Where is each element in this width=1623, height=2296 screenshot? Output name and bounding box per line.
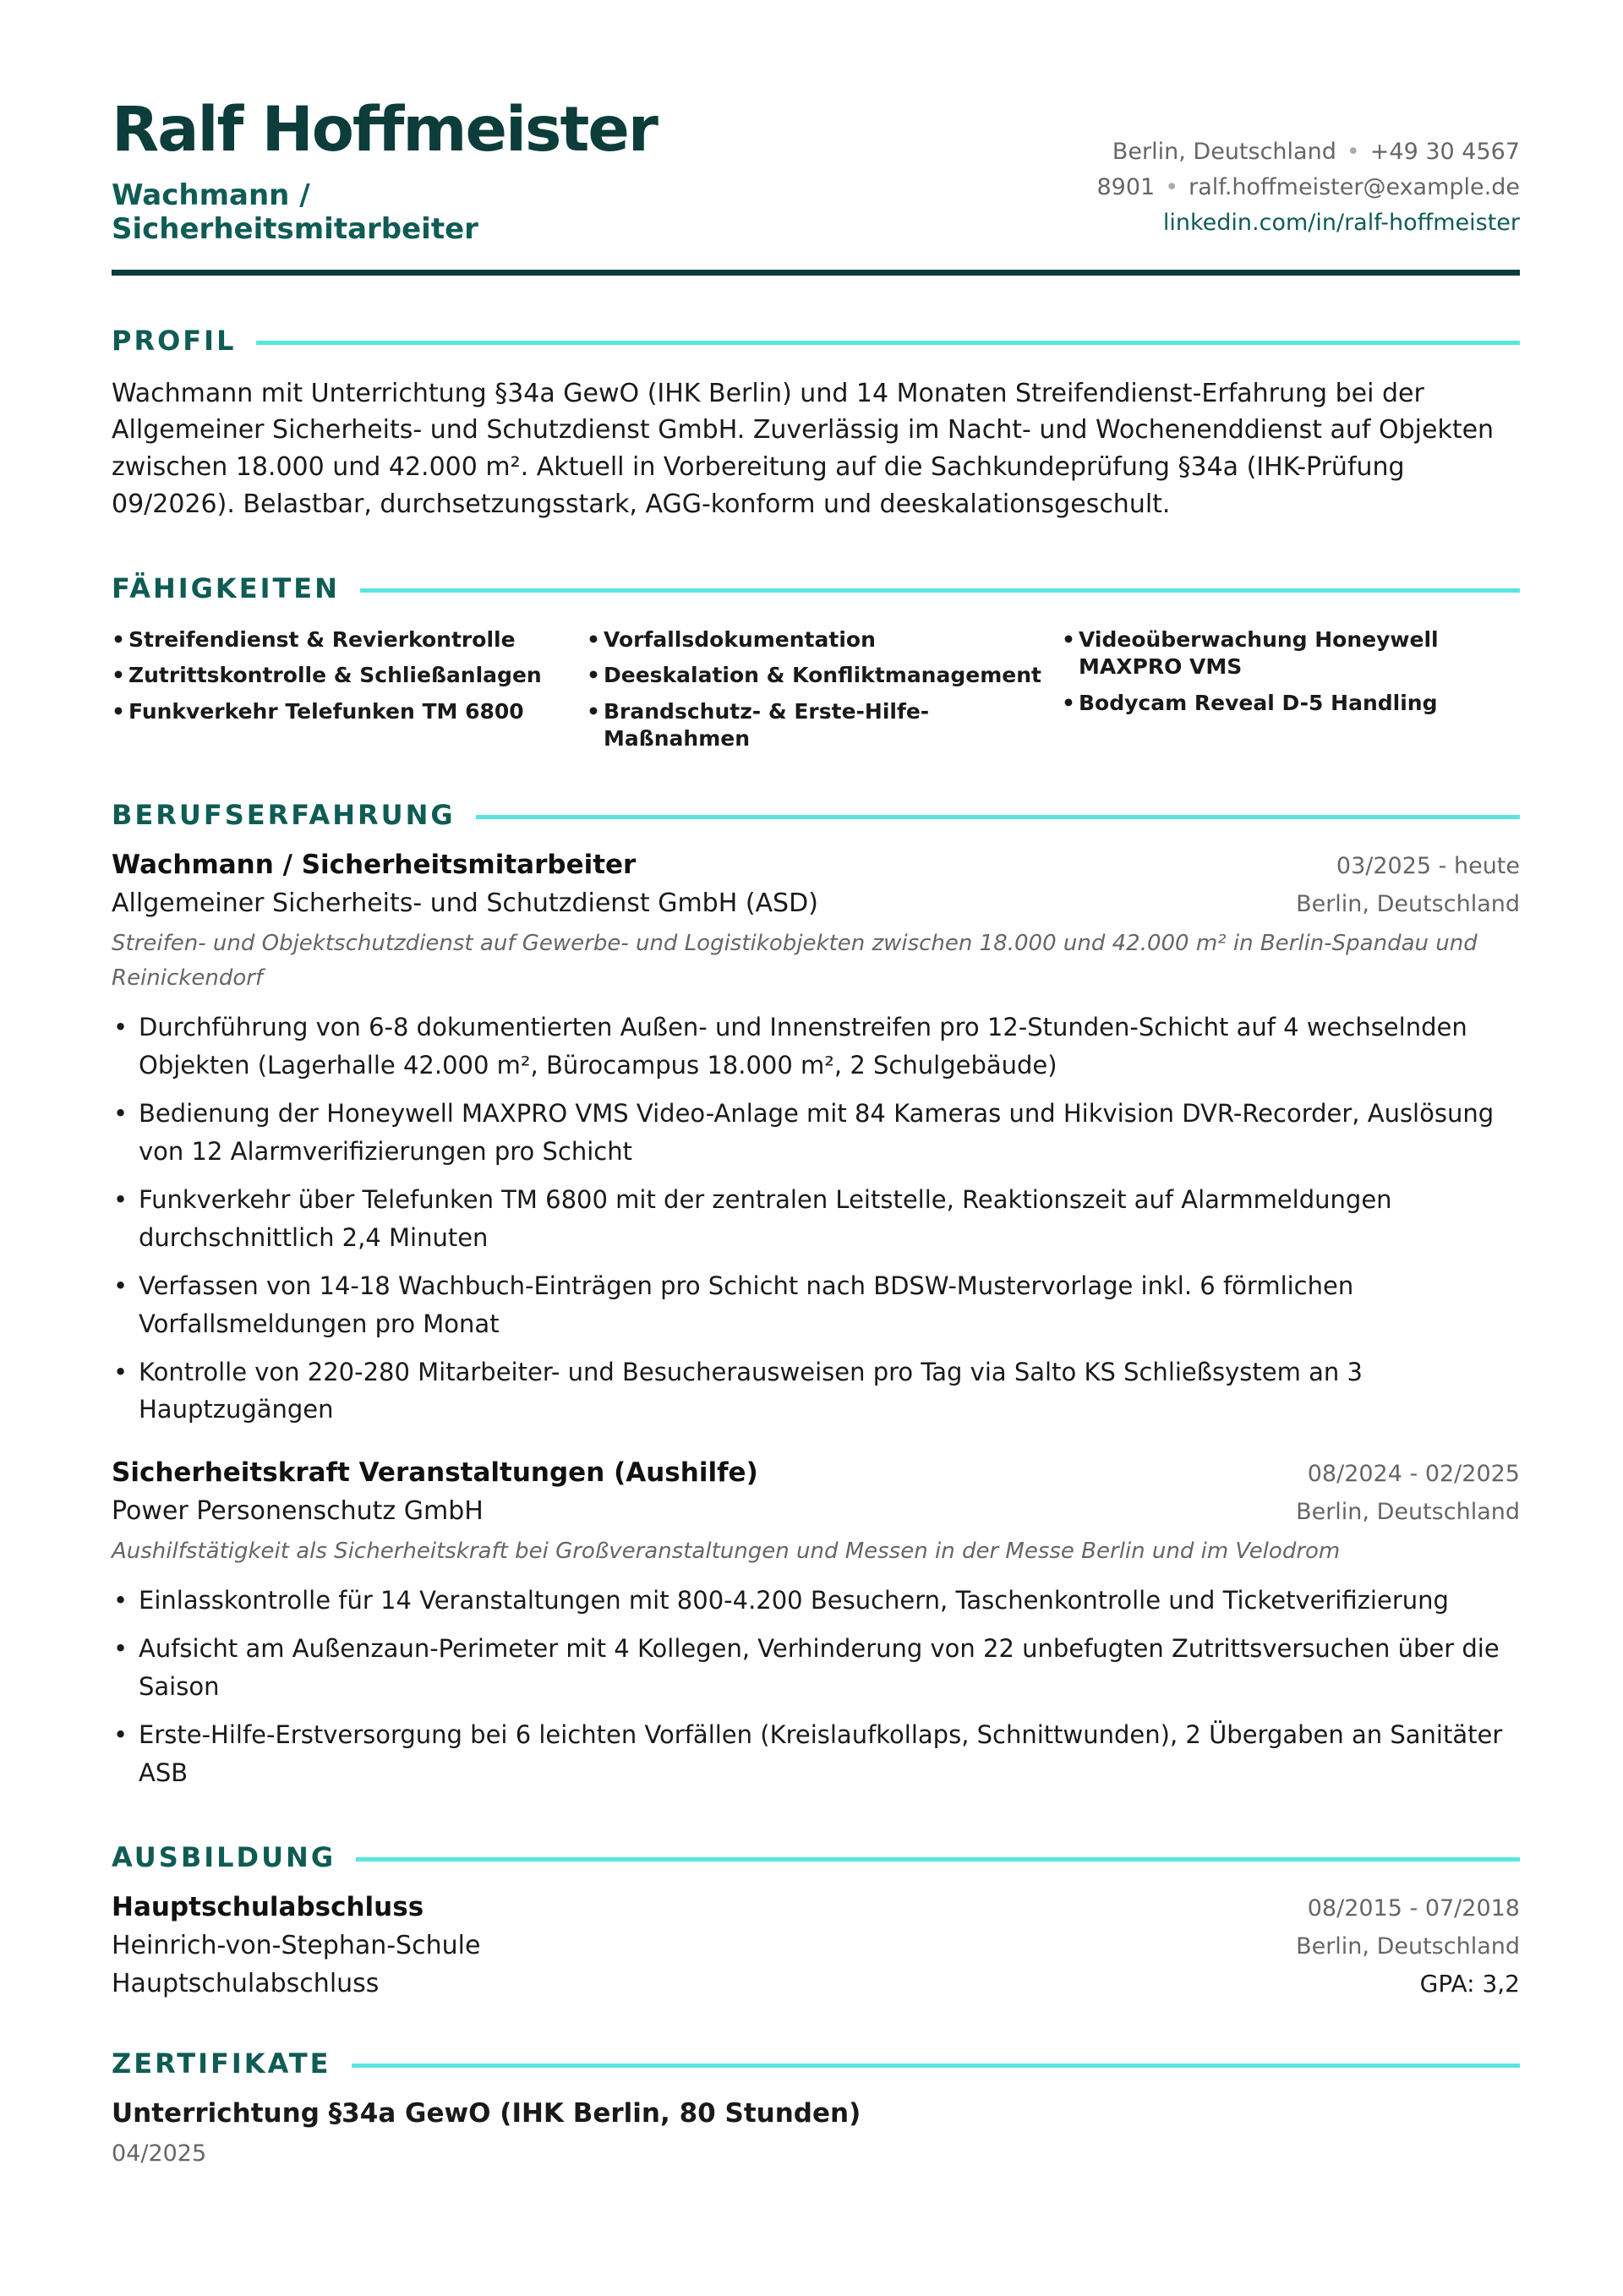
job-bullet: • Aufsicht am Außenzaun-Perimeter mit 4 Kollegen, Verhinderung von 22 unbefugten Zutrittsversuchen über die Saison bbox=[112, 1630, 1520, 1706]
section-divider bbox=[256, 341, 1520, 345]
contact-separator: • bbox=[1346, 139, 1360, 166]
section-header bbox=[112, 325, 1520, 357]
education-school: Heinrich-von-Stephan-Schule bbox=[112, 1930, 481, 1960]
section-divider bbox=[476, 815, 1520, 819]
job-dates: 08/2024 - 02/2025 bbox=[1307, 1461, 1520, 1488]
section-divider bbox=[352, 2064, 1520, 2068]
certificate-date: 04/2025 bbox=[112, 2140, 207, 2167]
education-degree: Hauptschulabschluss bbox=[112, 1891, 424, 1922]
section-header bbox=[112, 572, 1520, 604]
contact-linkedin-link[interactable]: linkedin.com/in/ralf-hoffmeister bbox=[1162, 209, 1520, 236]
skill-item: • Brandschutz- & Erste-Hilfe-Maßnahmen bbox=[587, 698, 1045, 753]
skill-item: • Zutrittskontrolle & Schließanlagen bbox=[112, 662, 570, 690]
education-school-row bbox=[112, 1922, 1520, 1960]
job-entry bbox=[112, 850, 1520, 1430]
experience-section bbox=[112, 799, 1520, 1792]
job-bullet: • Durchführung von 6-8 dokumentierten Außen- und Innenstreifen pro 12-Stunden-Schicht auf 4 wechselnden Objekten (Lagerhalle 42.000 m², Bürocampus 18.000 m², 2 Schulgebäude) bbox=[112, 1009, 1520, 1085]
job-location: Berlin, Deutschland bbox=[1296, 1499, 1520, 1526]
profile-section bbox=[112, 325, 1520, 523]
job-bullet: • Bedienung der Honeywell MAXPRO VMS Video-Anlage mit 84 Kameras und Hikvision DVR-Recorder, Auslösung von 12 Alarmverifizierungen pro Schicht bbox=[112, 1095, 1520, 1171]
certificates-section bbox=[112, 2047, 1520, 2167]
section-header bbox=[112, 799, 1520, 831]
job-bullet: • Erste-Hilfe-Erstversorgung bei 6 leichten Vorfällen (Kreislaufkollaps, Schnittwunden), 2 Übergaben an Sanitäter ASB bbox=[112, 1716, 1520, 1792]
education-section bbox=[112, 1841, 1520, 1998]
skill-item: • Funkverkehr Telefunken TM 6800 bbox=[112, 698, 570, 726]
section-title-certificates: ZERTIFIKATE bbox=[112, 2047, 331, 2080]
job-company-row bbox=[112, 1488, 1520, 1526]
education-entry bbox=[112, 1892, 1520, 1998]
job-company-row bbox=[112, 880, 1520, 918]
certificate-name: Unterrichtung §34a GewO (IHK Berlin, 80 Stunden) bbox=[112, 2097, 861, 2129]
contact-email[interactable]: ralf.hoffmeister@example.de bbox=[1189, 173, 1520, 200]
skill-item: • Deeskalation & Konfliktmanagement bbox=[587, 662, 1045, 690]
education-field-row bbox=[112, 1969, 1520, 1998]
job-location: Berlin, Deutschland bbox=[1296, 890, 1520, 917]
resume-header bbox=[112, 94, 1520, 276]
job-bullet: • Verfassen von 14-18 Wachbuch-Einträgen pro Schicht nach BDSW-Mustervorlage inkl. 6 förmlichen Vorfallsmeldungen pro Monat bbox=[112, 1267, 1520, 1343]
header-left bbox=[112, 94, 685, 246]
skills-section bbox=[112, 572, 1520, 762]
section-header bbox=[112, 2047, 1520, 2080]
skills-grid bbox=[112, 626, 1520, 762]
job-header-row bbox=[112, 850, 1520, 880]
skills-column-2 bbox=[587, 626, 1045, 762]
job-bullet: • Funkverkehr über Telefunken TM 6800 mit der zentralen Leitstelle, Reaktionszeit auf Alarmmeldungen durchschnittlich 2,4 Minuten bbox=[112, 1181, 1520, 1257]
job-bullet: • Kontrolle von 220-280 Mitarbeiter- und Besucherausweisen pro Tag via Salto KS Schließsystem an 3 Hauptzugängen bbox=[112, 1353, 1520, 1430]
job-bullet: • Einlasskontrolle für 14 Veranstaltungen mit 800-4.200 Besuchern, Taschenkontrolle und Ticketverifizierung bbox=[112, 1582, 1520, 1620]
section-title-experience: BERUFSERFAHRUNG bbox=[112, 798, 456, 831]
job-bullets bbox=[112, 1009, 1520, 1429]
contact-line-2 bbox=[685, 205, 1520, 241]
education-field: Hauptschulabschluss bbox=[112, 1968, 380, 1998]
job-dates: 03/2025 - heute bbox=[1336, 852, 1520, 879]
education-header-row bbox=[112, 1892, 1520, 1922]
skill-item: • Videoüberwachung Honeywell MAXPRO VMS bbox=[1062, 626, 1520, 681]
section-divider bbox=[356, 1857, 1520, 1861]
job-title: Sicherheitskraft Veranstaltungen (Aushilfe) bbox=[112, 1457, 758, 1489]
job-entry bbox=[112, 1457, 1520, 1791]
contact-separator: • bbox=[1165, 173, 1179, 200]
education-dates: 08/2015 - 07/2018 bbox=[1307, 1894, 1520, 1922]
skill-item: • Streifendienst & Revierkontrolle bbox=[112, 626, 570, 654]
contact-location: Berlin, Deutschland bbox=[1112, 139, 1336, 166]
job-header-row bbox=[112, 1457, 1520, 1488]
education-location: Berlin, Deutschland bbox=[1296, 1932, 1520, 1960]
skill-item: • Bodycam Reveal D-5 Handling bbox=[1062, 690, 1520, 718]
skills-column-3 bbox=[1062, 626, 1520, 762]
section-header bbox=[112, 1841, 1520, 1873]
contact-info bbox=[685, 134, 1520, 246]
job-company: Allgemeiner Sicherheits- und Schutzdienst GmbH (ASD) bbox=[112, 888, 818, 918]
candidate-title: Wachmann / Sicherheitsmitarbeiter bbox=[112, 178, 478, 246]
section-title-profile: PROFIL bbox=[112, 324, 237, 357]
candidate-name: Ralf Hoffmeister bbox=[112, 94, 657, 166]
profile-text: Wachmann mit Unterrichtung §34a GewO (IHK Berlin) und 14 Monaten Streifendienst-Erfahrung bei der Allgemeiner Sicherheits- und Schutzdienst GmbH. Zuverlässig im Nacht- und Wochenenddienst auf Objekten zwischen 18.000 und 42.000 m². Aktuell in Vorbereitung auf die Sachkundeprüfung §34a (IHK-Prüfung 09/2026). Belastbar, durchsetzungsstark, AGG-konform und deeskalationsgeschult. bbox=[112, 378, 1495, 520]
job-description: Streifen- und Objektschutzdienst auf Gewerbe- und Logistikobjekten zwischen 18.000 und 42.000 m² in Berlin-Spandau und Reinickendorf bbox=[112, 930, 1478, 992]
contact-phone[interactable]: +49 30 4567 8901 bbox=[1096, 139, 1520, 200]
skill-item: • Vorfallsdokumentation bbox=[587, 626, 1045, 654]
contact-line-1 bbox=[685, 134, 1520, 205]
job-company: Power Personenschutz GmbH bbox=[112, 1496, 484, 1527]
section-title-skills: FÄHIGKEITEN bbox=[112, 571, 340, 604]
job-bullets bbox=[112, 1582, 1520, 1792]
section-title-education: AUSBILDUNG bbox=[112, 1840, 336, 1873]
job-description: Aushilfstätigkeit als Sicherheitskraft bei Großveranstaltungen und Messen in der Messe Berlin und im Velodrom bbox=[112, 1539, 1341, 1565]
education-gpa: GPA: 3,2 bbox=[1419, 1969, 1520, 1998]
job-title: Wachmann / Sicherheitsmitarbeiter bbox=[112, 849, 637, 880]
section-divider bbox=[360, 588, 1520, 593]
skills-column-1 bbox=[112, 626, 570, 762]
